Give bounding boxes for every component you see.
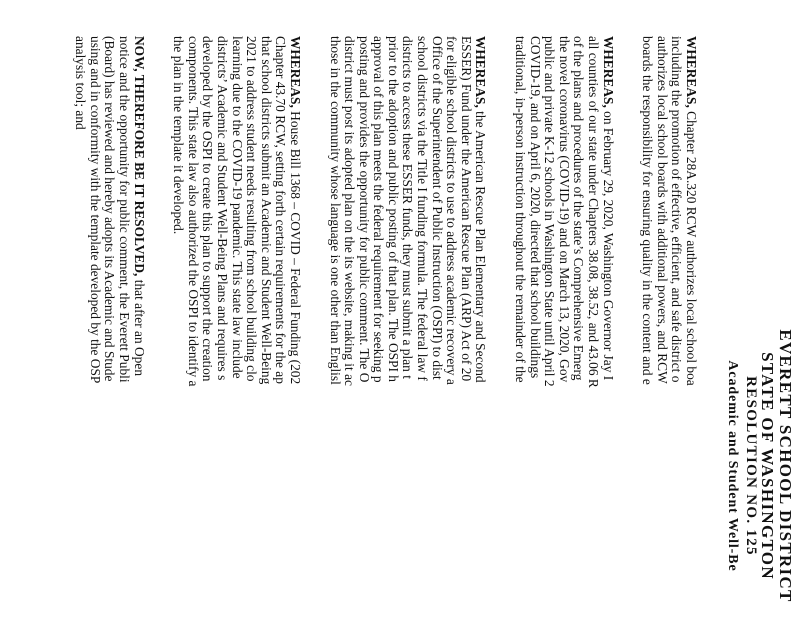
paragraph-lead: WHEREAS, <box>600 36 616 108</box>
line-text: using and in conformity with the template developed by the OSP <box>87 36 103 384</box>
line-text: that school districts submit an Academic and Student Well-Being <box>258 36 274 385</box>
line-text: including the promotion of effective, efficient, and safe district o <box>669 36 685 383</box>
paragraph-lead: NOW, THEREFORE BE IT RESOLVED, <box>131 36 147 277</box>
whereas-paragraph <box>171 36 302 618</box>
paragraph-line <box>429 36 444 618</box>
paragraph-line <box>116 36 131 618</box>
paragraph-line <box>542 36 557 618</box>
paragraph-line <box>244 36 259 618</box>
line-text: boards the responsibility for ensuring quality in the content and e <box>640 36 656 385</box>
paragraph-line <box>669 36 684 618</box>
paragraph-line <box>371 36 386 618</box>
paragraph-line <box>385 36 400 618</box>
paragraph-line <box>356 36 371 618</box>
whereas-paragraph <box>73 36 146 618</box>
line-text: approval of this plan meets the federal requirement for seeking p <box>371 36 387 383</box>
paragraph-line <box>600 36 615 618</box>
line-text: districts’ Academic and Student Well-Being Plans and requires s <box>214 36 230 381</box>
paragraph-line <box>571 36 586 618</box>
resolution-body <box>73 36 698 618</box>
line-text: Chapter 43.70 RCW, setting forth certain requirements for the ap <box>273 36 289 384</box>
paragraph-line <box>171 36 186 618</box>
line-text: Chapter 28A.320 RCW authorizes local school boa <box>684 107 699 386</box>
line-text: traditional, in-person instruction throughout the remainder of the <box>513 36 529 383</box>
line-text: on February 29, 2020, Washington Governor Jay I <box>600 107 616 381</box>
paragraph-line <box>214 36 229 618</box>
resolution-subject: Academic and Student Well-Be <box>725 360 740 572</box>
paragraph-line <box>640 36 655 618</box>
paragraph-line <box>683 36 698 618</box>
line-text: for eligible school districts to use to address academic recovery a <box>444 36 460 385</box>
line-text: all counties of our state under Chapters 38.08, 38.52, and 43.06 R <box>586 36 602 388</box>
line-text: learning due to the COVID-19 pandemic. This state law include <box>229 36 245 379</box>
line-text: the novel coronavirus (COVID-19) and on March 13, 2020, Gov <box>556 36 572 383</box>
district-name: EVERETT SCHOOL DISTRICT <box>776 329 795 603</box>
paragraph-line <box>458 36 473 618</box>
paragraph-line <box>273 36 288 618</box>
paragraph-line <box>287 36 302 618</box>
paragraph-line <box>527 36 542 618</box>
line-text: the American Rescue Plan Elementary and Second <box>473 107 489 383</box>
line-text: Office of the Superintendent of Public Instruction (OSPI) to dist <box>429 36 445 380</box>
paragraph-line <box>473 36 488 618</box>
paragraph-lead: WHEREAS, <box>684 36 699 108</box>
resolution-header <box>723 36 794 618</box>
paragraph-lead: WHEREAS, <box>287 36 303 108</box>
paragraph-line <box>327 36 342 618</box>
paragraph-line <box>185 36 200 618</box>
line-text: components. This state law also authorized the OSPI to identify a <box>185 36 201 387</box>
paragraph-line <box>73 36 88 618</box>
whereas-paragraph <box>327 36 488 618</box>
paragraph-line <box>229 36 244 618</box>
whereas-paragraph <box>640 36 698 618</box>
paragraph-line <box>258 36 273 618</box>
paragraph-line <box>444 36 459 618</box>
resolution-document <box>73 36 794 618</box>
line-text: districts to access these ESSER funds, they must submit a plan t <box>400 36 416 379</box>
line-text: COVID-19, and on April 6, 2020, directed that school buildings <box>527 36 543 379</box>
line-text: 2021 to address student needs resulting from school building clo <box>244 36 260 382</box>
line-text: ESSER) Fund under the American Rescue Plan (ARP) Act of 20 <box>458 36 474 382</box>
state-name: STATE OF WASHINGTON <box>758 352 777 580</box>
paragraph-line <box>131 36 146 618</box>
line-text: notice and the opportunity for public comment, the Everett Publi <box>117 36 132 383</box>
line-text: prior to the adoption and public posting of that plan. The OSPI h <box>385 36 401 383</box>
paragraph-line <box>342 36 357 618</box>
line-text: the plan in the template it developed. <box>171 36 187 235</box>
line-text: those in the community whose language is one other than Englisl <box>327 36 343 385</box>
resolution-number: RESOLUTION NO. 125 <box>743 376 759 556</box>
line-text: analysis tool; and <box>73 36 89 130</box>
paragraph-lead: WHEREAS, <box>473 36 489 108</box>
paragraph-line <box>585 36 600 618</box>
line-text: authorizes local school boards with additional powers, and RCW <box>654 36 670 384</box>
whereas-paragraph <box>512 36 614 618</box>
paragraph-line <box>200 36 215 618</box>
paragraph-line <box>102 36 117 618</box>
paragraph-line <box>415 36 430 618</box>
line-text: of the plans and procedures of the state’s Comprehensive Emerg <box>571 36 587 381</box>
line-text: public and private K-12 schools in Washington State until April 2 <box>542 36 558 387</box>
line-text: developed by the OSPI to create this plan to support the creation <box>200 36 216 382</box>
paragraph-line <box>512 36 527 618</box>
line-text: House Bill 1368 – COVID – Federal Funding (202 <box>287 107 303 385</box>
paragraph-line <box>556 36 571 618</box>
paragraph-line <box>87 36 102 618</box>
line-text: that after an Open <box>131 276 147 377</box>
line-text: (Board) has reviewed and hereby adopts its Academic and Stude <box>102 36 118 382</box>
paragraph-line <box>400 36 415 618</box>
line-text: district must post its adopted plan on the its website, making it ac <box>342 36 358 386</box>
line-text: posting and provides the opportunity for public comment. The O <box>356 36 372 383</box>
line-text: school districts via the Title I funding formula. The federal law f <box>415 36 431 381</box>
paragraph-line <box>654 36 669 618</box>
